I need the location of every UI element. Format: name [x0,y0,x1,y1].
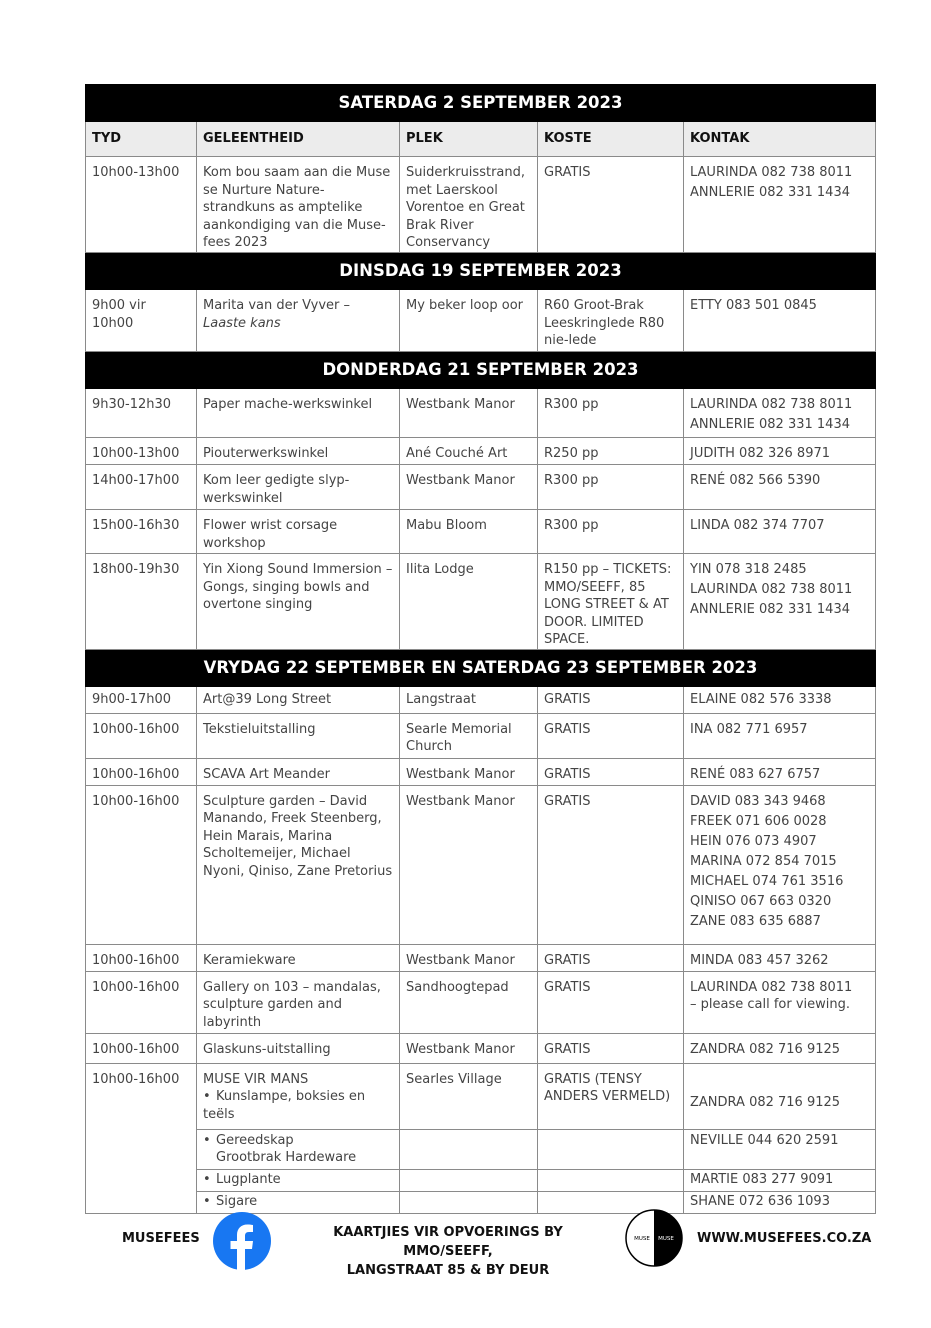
website-link[interactable]: WWW.MUSEFEES.CO.ZA [697,1231,872,1246]
cell-tyd: 10h00-16h00 [86,944,197,971]
cell-koste: R150 pp – TICKETS: MMO/SEEFF, 85 LONG STREET & AT DOOR. LIMITED SPACE. [538,554,684,650]
cell-koste: GRATIS [538,1033,684,1063]
cell-plek: Westbank Manor [400,1033,538,1063]
cell-event [197,1129,400,1169]
cell-tyd: 10h00-16h00 [86,1063,197,1213]
cell-tyd: 9h30-12h30 [86,389,197,438]
cell-kontak: ETTY 083 501 0845 [684,290,876,352]
cell-koste: GRATIS [538,686,684,713]
contact: DAVID 083 343 9468 [690,793,826,809]
cell-plek: Suiderkruisstrand, met Laerskool Vorentoe en Great Brak River Conservancy [400,157,538,253]
tickets-line: KAARTJIES VIR OPVOERINGS BY MMO/SEEFF, [333,1225,563,1259]
cell-kontak: MINDA 083 457 3262 [684,944,876,971]
cell-plek: Ané Couché Art [400,438,538,465]
mans-item-sub: Grootbrak Hardeware [216,1150,357,1165]
table-row [86,944,876,971]
cell-kontak: LINDA 082 374 7707 [684,510,876,554]
logo-text-right: MUSE [658,1236,674,1242]
cell-kontak [684,157,876,253]
contact: QINISO 067 663 0320 [690,893,832,909]
cell-kontak: MARTIE 083 277 9091 [684,1169,876,1191]
contact: LAURINDA 082 738 8011 [690,397,853,412]
day-title: VRYDAG 22 SEPTEMBER EN SATERDAG 23 SEPTEMBER 2023 [86,649,876,686]
cell-koste: R60 Groot-Brak Leeskringlede R80 nie-lede [538,290,684,352]
cell-plek [400,1129,538,1169]
mans-item: Sigare [216,1193,258,1209]
table-row [86,758,876,785]
contact: MARINA 072 854 7015 [690,853,837,869]
day-title: DONDERDAG 21 SEPTEMBER 2023 [86,352,876,389]
cell-kontak: RENÉ 083 627 6757 [684,758,876,785]
cell-plek: Langstraat [400,686,538,713]
cell-tyd: 14h00-17h00 [86,465,197,510]
cell-event: Kom leer gedigte slyp-werkswinkel [197,465,400,510]
table-row [86,713,876,758]
cell-tyd: 10h00-16h00 [86,785,197,944]
cell-event: Sculpture garden – David Manando, Freek Steenberg, Hein Marais, Marina Scholtemeijer, Michael Nyoni, Qiniso, Zane Pretorius [197,785,400,944]
contact: ANNLERIE 082 331 1434 [690,185,850,200]
contact: FREEK 071 606 0028 [690,813,827,829]
cell-event: Paper mache-werkswinkel [197,389,400,438]
cell-tyd: 18h00-19h30 [86,554,197,650]
cell-plek: Westbank Manor [400,465,538,510]
mans-item: Gereedskap [216,1132,294,1148]
cell-plek: Mabu Bloom [400,510,538,554]
mans-item-bullet [203,1089,216,1104]
cell-plek: Westbank Manor [400,944,538,971]
cell-event [197,1169,400,1191]
cell-koste: R300 pp [538,465,684,510]
table-row [86,1129,876,1169]
day-header [86,85,876,122]
table-row [86,389,876,438]
contact: LAURINDA 082 738 8011 [690,165,853,180]
cell-kontak [684,785,876,944]
table-row [86,785,876,944]
cell-tyd: 9h00-17h00 [86,686,197,713]
cell-koste: R300 pp [538,510,684,554]
table-row [86,686,876,713]
cell-kontak: ZANDRA 082 716 9125 [684,1033,876,1063]
table-row [86,290,876,352]
cell-event [197,290,400,352]
facebook-icon[interactable] [212,1211,272,1271]
cell-koste: GRATIS [538,944,684,971]
day-title: DINSDAG 19 SEPTEMBER 2023 [86,253,876,290]
col-kontak: KONTAK [684,122,876,157]
cell-koste: R300 pp [538,389,684,438]
cell-koste: GRATIS [538,971,684,1033]
cell-koste: GRATIS (TENSY ANDERS VERMELD) [538,1063,684,1129]
mans-item-bullet [203,1172,216,1187]
cell-event: Keramiekware [197,944,400,971]
mans-item-bullet [203,1133,216,1148]
cell-event: Kom bou saam aan die Muse se Nurture Nature-strandkuns as amptelike aankondiging van die Muse-fees 2023 [197,157,400,253]
day-header [86,649,876,686]
cell-tyd: 10h00-16h00 [86,713,197,758]
schedule-table [85,84,876,1214]
contact: LAURINDA 082 738 8011 [690,582,853,597]
col-tyd: TYD [86,122,197,157]
cell-kontak [684,971,876,1033]
cell-kontak: RENÉ 082 566 5390 [684,465,876,510]
cell-kontak [684,554,876,650]
cell-plek: Searles Village [400,1063,538,1129]
table-row [86,438,876,465]
cell-tyd: 10h00-13h00 [86,438,197,465]
contact: HEIN 076 073 4907 [690,833,817,849]
cell-tyd: 15h00-16h30 [86,510,197,554]
cell-plek: Westbank Manor [400,785,538,944]
cell-koste: GRATIS [538,713,684,758]
cell-event: Art@39 Long Street [197,686,400,713]
col-geleentheid: GELEENTHEID [197,122,400,157]
cell-plek: Ilita Lodge [400,554,538,650]
table-row [86,1033,876,1063]
day-header [86,352,876,389]
tickets-note [290,1223,606,1280]
event-text: Marita van der Vyver – [203,298,350,313]
cell-kontak: JUDITH 082 326 8971 [684,438,876,465]
table-row [86,157,876,253]
cell-koste [538,1129,684,1169]
cell-event: Glaskuns-uitstalling [197,1033,400,1063]
day-header [86,253,876,290]
table-row [86,1063,876,1129]
cell-event [197,1063,400,1129]
cell-tyd: 10h00-16h00 [86,971,197,1033]
contact: YIN 078 318 2485 [690,562,807,577]
cell-tyd: 9h00 vir 10h00 [86,290,197,352]
logo-text-left: MUSE [634,1236,650,1242]
cell-kontak: ZANDRA 082 716 9125 [684,1063,876,1129]
table-row [86,971,876,1033]
cell-plek: My beker loop oor [400,290,538,352]
cell-event: Piouterwerkswinkel [197,438,400,465]
cell-koste: GRATIS [538,157,684,253]
cell-kontak: INA 082 771 6957 [684,713,876,758]
cell-plek: Westbank Manor [400,758,538,785]
musefees-logo-icon [625,1209,683,1267]
tickets-line: LANGSTRAAT 85 & BY DEUR [346,1263,550,1278]
mans-title: MUSE VIR MANS [203,1071,309,1087]
mans-item: Kunslampe, boksies en teëls [203,1089,366,1122]
cell-event: SCAVA Art Meander [197,758,400,785]
cell-plek: Westbank Manor [400,389,538,438]
cell-tyd: 10h00-16h00 [86,758,197,785]
cell-plek [400,1169,538,1191]
cell-event: Yin Xiong Sound Immersion – Gongs, singing bowls and overtone singing [197,554,400,650]
contact: ANNLERIE 082 331 1434 [690,417,850,432]
table-row [86,1169,876,1191]
contact-note: – please call for viewing. [690,997,851,1012]
cell-event: Gallery on 103 – mandalas, sculpture garden and labyrinth [197,971,400,1033]
cell-kontak [684,389,876,438]
musefees-label: MUSEFEES [122,1231,200,1246]
cell-koste: R250 pp [538,438,684,465]
table-row [86,510,876,554]
col-plek: PLEK [400,122,538,157]
cell-kontak: SHANE 072 636 1093 [684,1191,876,1213]
mans-item: Lugplante [216,1171,281,1187]
cell-tyd: 10h00-16h00 [86,1033,197,1063]
cell-plek: Searle Memorial Church [400,713,538,758]
cell-plek: Sandhoogtepad [400,971,538,1033]
cell-tyd: 10h00-13h00 [86,157,197,253]
column-header-row [86,122,876,157]
contact: ZANE 083 635 6887 [690,913,821,929]
contact: MICHAEL 074 761 3516 [690,873,844,889]
cell-event: Tekstieluitstalling [197,713,400,758]
table-row [86,554,876,650]
col-koste: KOSTE [538,122,684,157]
cell-koste: GRATIS [538,758,684,785]
event-italic-text: Laaste kans [203,315,281,331]
cell-kontak: ELAINE 082 576 3338 [684,686,876,713]
cell-koste [538,1169,684,1191]
contact: LAURINDA 082 738 8011 [690,979,853,995]
table-row [86,465,876,510]
day-title: SATERDAG 2 SEPTEMBER 2023 [86,85,876,122]
cell-event: Flower wrist corsage workshop [197,510,400,554]
cell-kontak: NEVILLE 044 620 2591 [684,1129,876,1169]
footer [0,1206,931,1276]
contact: ANNLERIE 082 331 1434 [690,602,850,617]
cell-koste: GRATIS [538,785,684,944]
